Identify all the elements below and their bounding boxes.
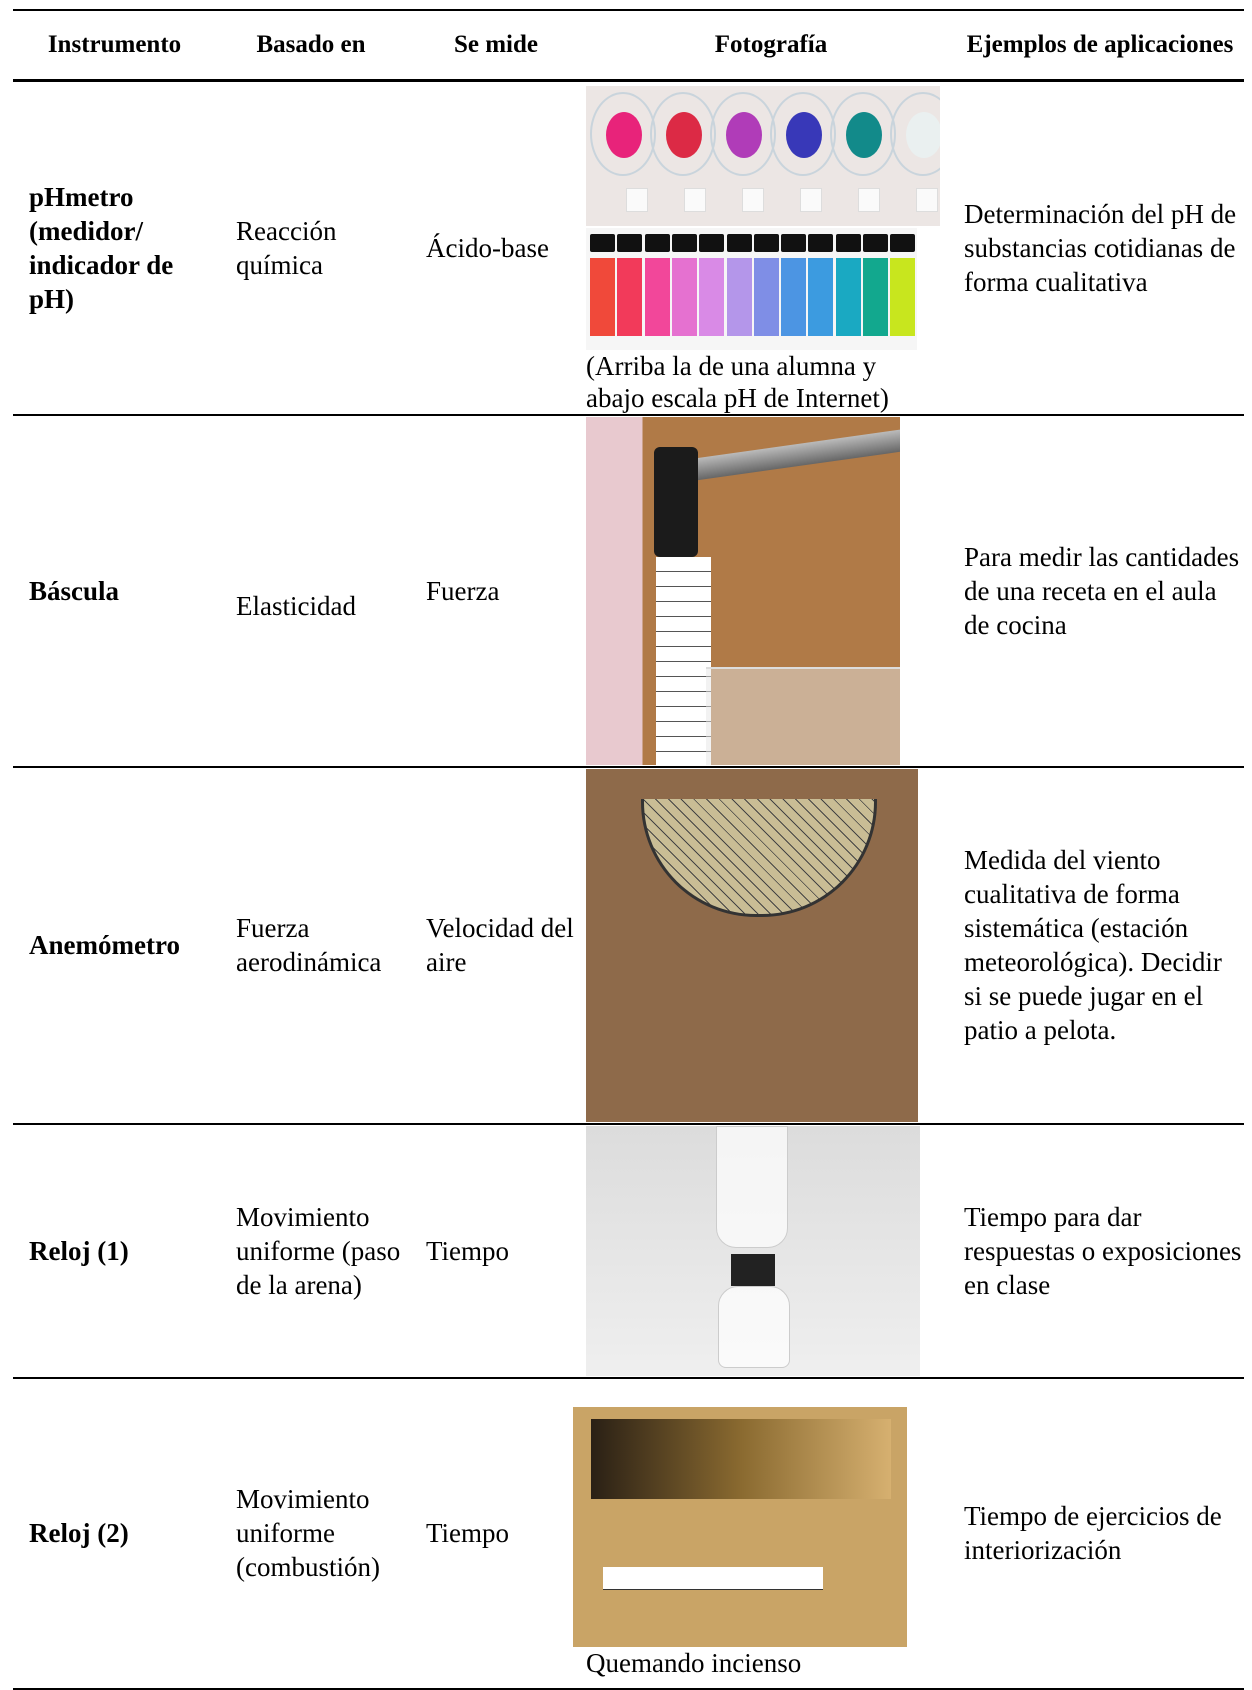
application: Determinación del pH de substancias cotidianas de forma cualitativa — [964, 198, 1237, 297]
ph-tube — [836, 234, 861, 342]
header-measures: Se mide — [453, 31, 539, 59]
application: Para medir las cantidades de una receta en el aula de cocina — [964, 541, 1240, 640]
application: Medida del viento cualitativa de forma sistemática (estación meteorológica). Decidir si se puede jugar en el patio a pelota. — [964, 845, 1222, 1045]
instrument-name: pHmetro (medidor/ indicador de pH) — [29, 181, 174, 314]
instrument-name: Reloj (1) — [29, 1235, 129, 1266]
table-row — [13, 80, 1244, 415]
dish-label — [800, 188, 822, 212]
ph-tube — [781, 234, 806, 342]
photo-caption: Quemando incienso — [586, 1648, 802, 1678]
dish — [650, 92, 716, 176]
measures: Tiempo — [426, 1235, 510, 1266]
dish-label — [626, 188, 648, 212]
header-instrument: Instrumento — [47, 31, 182, 59]
table-row — [13, 767, 1244, 1124]
dish-label — [858, 188, 880, 212]
application: Tiempo de ejercicios de interiorización — [964, 1501, 1222, 1565]
application: Tiempo para dar respuestas o exposiciones en clase — [964, 1201, 1242, 1300]
ph-tube — [590, 234, 615, 342]
ph-dishes-photo — [586, 86, 940, 226]
ph-tube — [808, 234, 833, 342]
ph-tube — [727, 234, 752, 342]
header-based-on: Basado en — [256, 31, 366, 59]
dish-label — [916, 188, 938, 212]
anemometer-photo — [586, 769, 918, 1122]
sand-clock-photo — [586, 1126, 920, 1376]
instruments-table — [13, 9, 1244, 1690]
measures: Fuerza — [426, 575, 500, 606]
dish — [890, 92, 940, 176]
header-photo: Fotografía — [714, 31, 828, 59]
ph-tube — [754, 234, 779, 342]
table-row — [13, 415, 1244, 767]
dish-label — [684, 188, 706, 212]
incense-clock-photo — [573, 1407, 907, 1647]
ph-scale-photo — [586, 228, 917, 350]
dish — [710, 92, 776, 176]
header-applications: Ejemplos de aplicaciones — [966, 31, 1234, 59]
measures: Velocidad del aire — [426, 913, 574, 977]
based-on: Movimiento uniforme (paso de la arena) — [236, 1201, 401, 1300]
table-row — [13, 1124, 1244, 1378]
based-on: Movimiento uniforme (combustión) — [236, 1484, 380, 1582]
dish — [770, 92, 836, 176]
dish-label — [742, 188, 764, 212]
dish — [830, 92, 896, 176]
photo-caption: (Arriba la de una alumna y abajo escala pH de Internet) — [586, 350, 889, 413]
measures: Tiempo — [426, 1518, 510, 1548]
measures: Ácido-base — [426, 232, 549, 263]
dish — [590, 92, 656, 176]
table-row — [13, 1378, 1244, 1689]
instrument-name: Reloj (2) — [29, 1518, 129, 1548]
ph-tube — [890, 234, 915, 342]
ph-tube — [672, 234, 697, 342]
based-on: Fuerza aerodinámica — [236, 913, 382, 977]
based-on: Reacción química — [236, 215, 337, 280]
ph-tube — [699, 234, 724, 342]
ph-tube — [617, 234, 642, 342]
based-on: Elasticidad — [236, 590, 356, 621]
instrument-name: Báscula — [29, 575, 120, 606]
header-row — [13, 10, 1244, 80]
ph-tube — [863, 234, 888, 342]
ph-tube — [645, 234, 670, 342]
instrument-name: Anemómetro — [29, 930, 180, 960]
scale-photo — [586, 417, 900, 765]
